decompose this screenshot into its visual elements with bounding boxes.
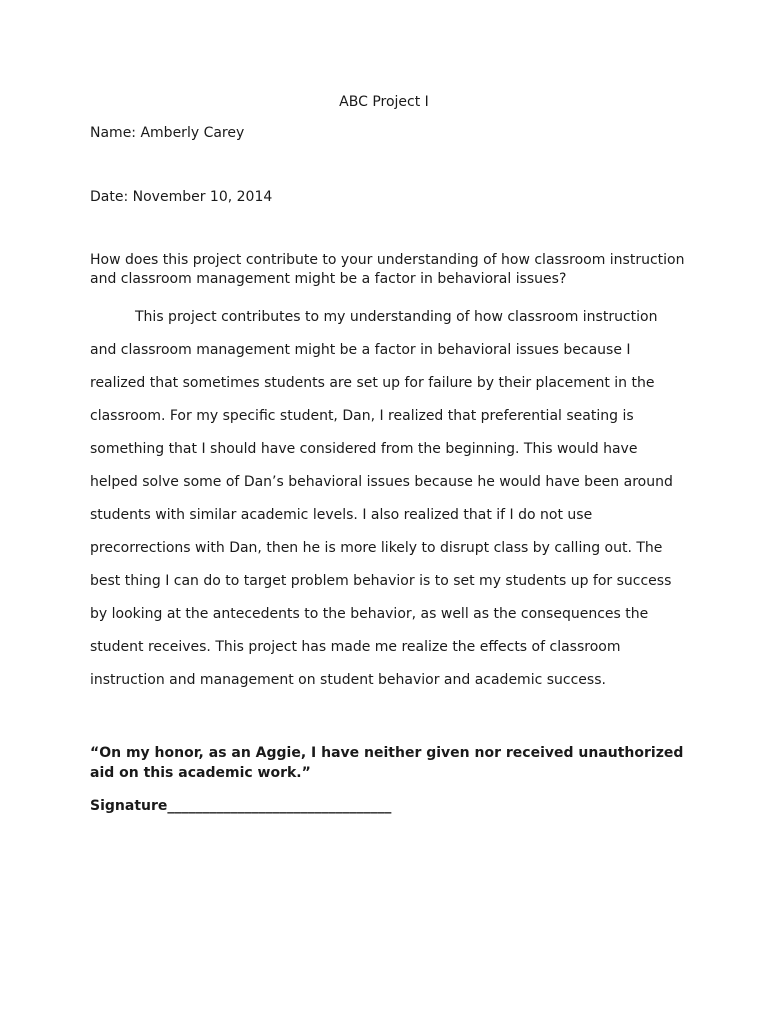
prompt-question [90, 251, 690, 289]
response-paragraph [90, 301, 690, 697]
paragraph-line: best thing I can do to target problem behavior is to set my students up for success [90, 573, 672, 589]
paragraph-line: instruction and management on student behavior and academic success. [90, 672, 606, 688]
paragraph-line: realized that sometimes students are set up for failure by their placement in the [90, 375, 655, 391]
question-line: and classroom management might be a factor in behavioral issues? [90, 271, 567, 287]
paragraph-line: precorrections with Dan, then he is more likely to disrupt class by calling out. The [90, 540, 663, 556]
signature-line: Signature________________________________ [90, 798, 392, 814]
honor-statement [90, 743, 690, 783]
student-name-line: Name: Amberly Carey [90, 125, 245, 141]
paragraph-line: by looking at the antecedents to the behavior, as well as the consequences the [90, 606, 649, 622]
paragraph-line: student receives. This project has made me realize the effects of classroom [90, 639, 621, 655]
question-line: How does this project contribute to your understanding of how classroom instruction [90, 252, 685, 268]
paragraph-line: helped solve some of Dan’s behavioral issues because he would have been around [90, 474, 673, 490]
paragraph-line: classroom. For my specific student, Dan, I realized that preferential seating is [90, 408, 634, 424]
paragraph-line: students with similar academic levels. I also realized that if I do not use [90, 507, 593, 523]
paragraph-line: This project contributes to my understanding of how classroom instruction [135, 309, 658, 325]
date-line: Date: November 10, 2014 [90, 189, 273, 205]
honor-line: aid on this academic work.” [90, 765, 311, 781]
document-title: ABC Project I [339, 94, 429, 110]
paragraph-line: something that I should have considered from the beginning. This would have [90, 441, 638, 457]
honor-line: “On my honor, as an Aggie, I have neither given nor received unauthorized [90, 745, 684, 761]
paragraph-line: and classroom management might be a factor in behavioral issues because I [90, 342, 631, 358]
